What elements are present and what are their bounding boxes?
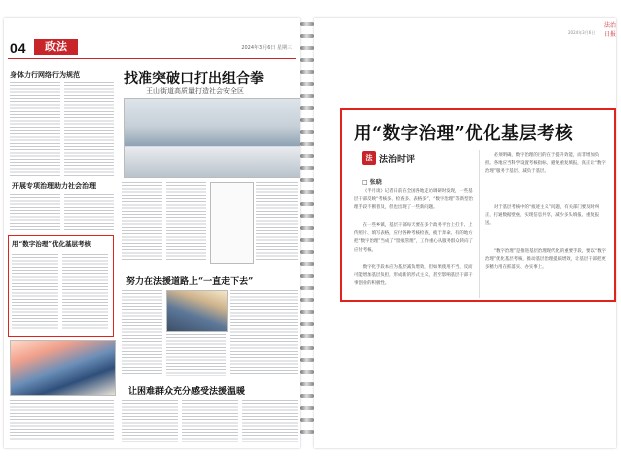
binder-ring	[300, 130, 314, 134]
header-rule	[8, 58, 296, 59]
text-column	[242, 400, 298, 442]
text-column	[166, 334, 226, 376]
left-date-line: 2024年3月6日 星期三	[241, 45, 292, 51]
headline-sub: 王山街道高质量打造社会安全区	[146, 87, 244, 95]
binder-ring	[300, 46, 314, 50]
binder-ring	[300, 238, 314, 242]
binder-ring	[300, 322, 314, 326]
column-name: 法治时评	[379, 154, 416, 165]
headline-box: 用“数字治理”优化基层考核	[12, 240, 91, 248]
photo-group	[166, 290, 228, 332]
section-tag: 政法	[34, 39, 78, 55]
photo-people	[10, 340, 116, 396]
text-column	[230, 290, 298, 376]
binder-ring	[300, 418, 314, 422]
text-column	[166, 182, 206, 262]
sidebar-box	[210, 182, 254, 264]
page-number: 04	[10, 40, 26, 56]
binder-spine	[300, 18, 314, 448]
binder-ring	[300, 226, 314, 230]
text-column	[182, 400, 238, 442]
left-newspaper-page	[4, 18, 300, 448]
binder-ring	[300, 346, 314, 350]
binder-ring	[300, 178, 314, 182]
binder-ring	[300, 358, 314, 362]
binder-ring	[300, 334, 314, 338]
right-date-line: 2024年3月6日	[568, 30, 596, 35]
zoomed-article	[340, 108, 616, 302]
binder-ring	[300, 250, 314, 254]
headline-right-mid: 努力在法援道路上“一直走下去”	[126, 277, 254, 287]
binder-ring	[300, 82, 314, 86]
text-column	[10, 82, 60, 178]
article-paragraph: 在一些乡镇，基层干部每天要在多个政务平台上打卡、上传照片、填写表格，应付各种考核检查，疲于奔命。有的地方把“数字治理”当成了“留痕管理”，工作重心从服务群众转向了应付考核。	[354, 223, 473, 253]
binder-ring	[300, 430, 314, 434]
headline-top: 身体力行网络行为规范	[10, 70, 80, 79]
binder-ring	[300, 22, 314, 26]
text-column	[256, 182, 298, 262]
article-title: 用“数字治理”优化基层考核	[354, 124, 574, 144]
headline-lower-left: 开展专项治理助力社会治理	[12, 181, 96, 190]
binder-ring	[300, 310, 314, 314]
binder-ring	[300, 214, 314, 218]
binder-ring	[300, 58, 314, 62]
photo-office	[124, 98, 300, 178]
binder-ring	[300, 106, 314, 110]
text-column	[122, 400, 178, 442]
binder-ring	[300, 394, 314, 398]
text-column	[10, 194, 60, 232]
article-paragraph: 对于基层考核中的“痕迹主义”问题，有关部门要及时纠正，打通数据壁垒，实现信息共享，减少多头填报、重复报送。	[485, 205, 600, 227]
right-top-mark: 法治日报	[604, 22, 616, 38]
law-stamp-icon: 法	[362, 151, 376, 165]
binder-ring	[300, 70, 314, 74]
binder-ring	[300, 286, 314, 290]
article-paragraph: 《半月谈》记者日前在全国各地走访调研时发现，一些基层干部反映“考核多、检查多、表格多”，“数字治理”等新型治理手段不断普及，但也出现了一些新问题。	[354, 189, 473, 211]
text-column	[64, 194, 114, 232]
text-column	[10, 400, 114, 440]
article-paragraph: “数字治理”是推进基层治理现代化的重要手段，要以“数字治理”优化基层考核，推动基层治理提质增效，让基层干部把更多精力用在抓落实、办实事上。	[485, 249, 606, 271]
binder-ring	[300, 370, 314, 374]
binder-ring	[300, 262, 314, 266]
article-paragraph: 数字化手段本应为基层减负增效，但如果使用不当，反而可能增加基层负担，形成新的形式主义，甚至影响基层干部干事创业的积极性。	[354, 265, 473, 287]
headline-bottom: 让困难群众充分感受法援温暖	[128, 387, 246, 397]
binder-ring	[300, 382, 314, 386]
text-column	[12, 254, 58, 330]
binder-ring	[300, 94, 314, 98]
column-separator	[479, 150, 480, 298]
binder-ring	[300, 274, 314, 278]
binder-ring	[300, 202, 314, 206]
author-byline: □ 张晓	[362, 179, 382, 186]
headline-main: 找准突破口打出组合拳	[124, 71, 264, 87]
binder-ring	[300, 166, 314, 170]
binder-ring	[300, 406, 314, 410]
binder-ring	[300, 154, 314, 158]
binder-ring	[300, 34, 314, 38]
column-header	[362, 151, 415, 165]
binder-ring	[300, 190, 314, 194]
text-column	[122, 182, 162, 262]
binder-ring	[300, 142, 314, 146]
article-paragraph: 必须明确，数字治理的目的在于提升效能，而非增加负担。各地应当科学设置考核指标，避免重复填报，真正让“数字治理”服务于基层、减负于基层。	[485, 153, 606, 175]
text-column	[62, 254, 108, 330]
text-column	[122, 290, 162, 376]
binder-ring	[300, 118, 314, 122]
text-column	[64, 82, 114, 178]
binder-ring	[300, 298, 314, 302]
